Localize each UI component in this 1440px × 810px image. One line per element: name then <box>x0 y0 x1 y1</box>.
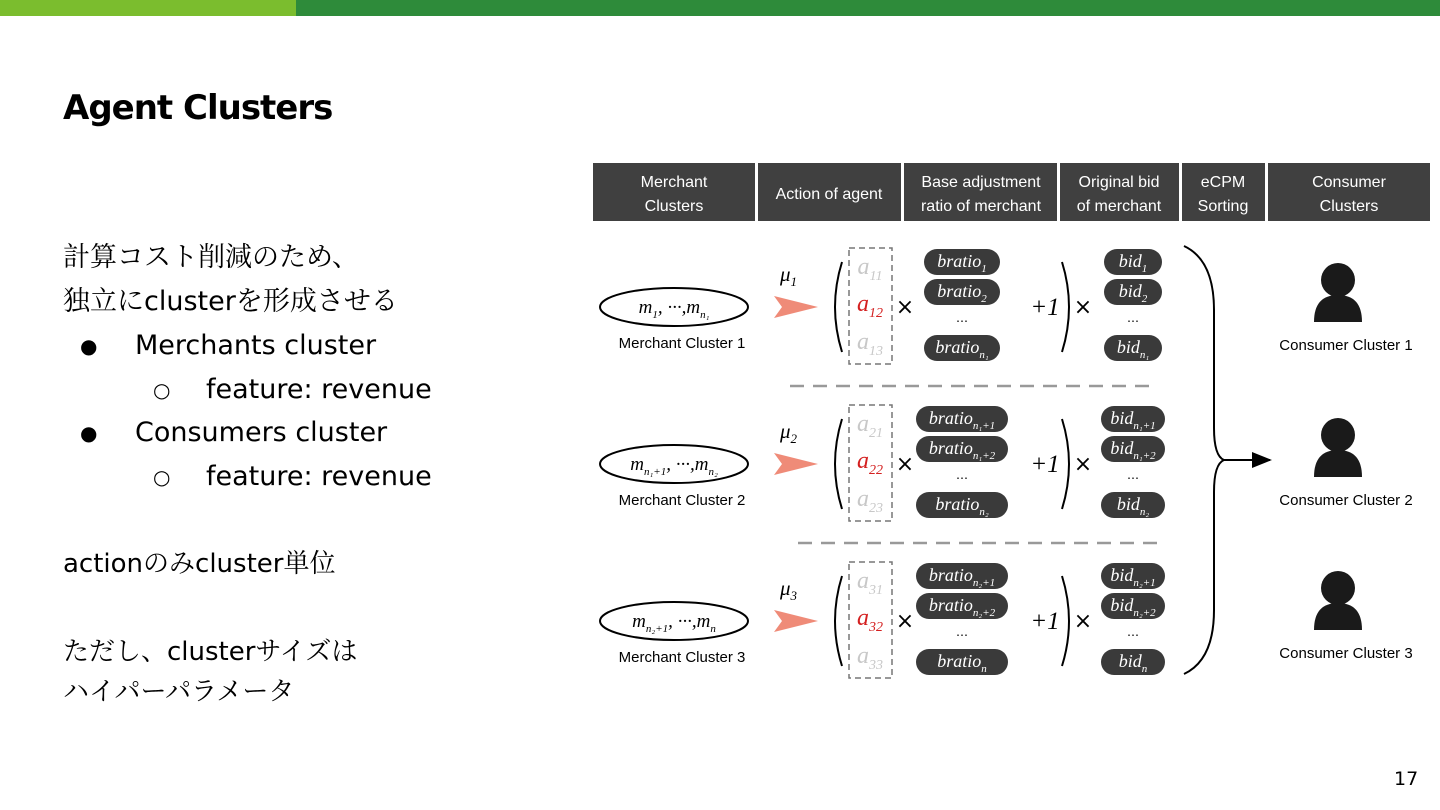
accent-bar-light <box>0 0 296 16</box>
bratio-pill-n-label-sub: n₁ <box>979 349 989 361</box>
bid-pill-n-label-main: bid <box>1116 494 1140 514</box>
mu-symbol <box>779 576 798 603</box>
slide-title: Agent Clusters <box>63 88 333 128</box>
merchant-set-last: m <box>686 297 701 318</box>
merchant-cluster-label: Merchant Cluster 3 <box>618 649 746 666</box>
header-consumer-l1: Consumer <box>1312 174 1386 191</box>
bid-ellipsis: … <box>1127 311 1139 325</box>
plus-one: +1 <box>1030 294 1060 321</box>
bid-pill-n-label-sub: n <box>1141 663 1148 675</box>
header-merchant-l2: Clusters <box>644 198 704 215</box>
action-arrow <box>774 610 818 632</box>
bid-pill-n-label-sub: n₂ <box>1139 506 1150 518</box>
action-value-1-sub: 21 <box>869 426 883 441</box>
action-value-1-main: a <box>857 254 870 280</box>
bratio-ellipsis: … <box>956 311 968 325</box>
merchant-set-ellipsis: , ···, <box>668 611 697 632</box>
action-value-3-main: a <box>857 329 869 355</box>
intro-line-2: 独立にclusterを形成させる <box>63 286 398 317</box>
bratio-pill-n-label-sub: n <box>981 663 987 675</box>
bid-pill-2-label-main: bid <box>1118 281 1142 301</box>
action-arrow <box>774 453 818 475</box>
mu-symbol <box>779 419 798 446</box>
bid-pill-n-label-sub: n₁ <box>1139 349 1150 361</box>
right-paren <box>1062 419 1069 509</box>
merchant-set-last: m <box>694 454 709 475</box>
action-line: actionのみcluster単位 <box>63 549 336 579</box>
merchant-set-ellipsis: , ···, <box>666 454 695 475</box>
bid-pill-n-label-main: bid <box>1116 337 1140 357</box>
sorting-brace <box>1184 246 1224 674</box>
intro-line-1: 計算コスト削減のため、 <box>63 242 359 273</box>
accent-bar-dark <box>296 0 1440 16</box>
bid-ellipsis: … <box>1127 468 1139 482</box>
note-line-1: ただし、clusterサイズは <box>63 637 358 667</box>
bratio-pill-n-label-sub: n₂ <box>979 506 989 518</box>
person-icon-head <box>1321 263 1355 297</box>
header-consumer-l2: Clusters <box>1319 198 1379 215</box>
bid-pill-1-label-sub: n₂+1 <box>1133 577 1156 589</box>
action-value-3-sub: 23 <box>869 501 883 516</box>
bid-pill-2-label-main: bid <box>1110 438 1134 458</box>
action-arrow <box>774 296 818 318</box>
left-paren <box>835 419 842 509</box>
left-paren <box>835 262 842 352</box>
action-value-1 <box>858 254 883 284</box>
clusters-layer <box>600 248 1165 678</box>
left-paren <box>835 576 842 666</box>
bid-ellipsis: … <box>1127 625 1139 639</box>
bid-pill-1-label-main: bid <box>1110 565 1134 585</box>
header-row <box>593 163 1430 221</box>
merchant-set-first: m <box>638 297 653 318</box>
bratio-ellipsis: … <box>956 468 968 482</box>
action-value-1-sub: 11 <box>869 269 883 284</box>
bid-pill-n-label-main: bid <box>1118 651 1142 671</box>
merchant-set-last-sub: n <box>710 623 716 635</box>
merchant-set-ellipsis: , ···, <box>657 297 687 318</box>
action-value-1 <box>857 568 883 598</box>
consumer-cluster-1 <box>1279 263 1412 354</box>
action-value-3-main: a <box>857 643 869 669</box>
merchant-set-first-sub: 1 <box>652 309 658 321</box>
action-value-2-main: a <box>857 291 869 317</box>
bullet-label: Merchants cluster <box>135 330 377 361</box>
mu-symbol-main: μ <box>780 262 791 286</box>
bratio-pill-1-label-sub: n₁+1 <box>972 420 996 432</box>
bratio-ellipsis: … <box>956 625 968 639</box>
note-line-2: ハイパーパラメータ <box>63 677 295 707</box>
action-value-1 <box>857 411 883 441</box>
cluster-row-1 <box>600 248 1162 364</box>
merchant-set-first: m <box>632 611 646 632</box>
action-value-2-sub: 32 <box>869 620 883 635</box>
action-value-2 <box>857 448 883 478</box>
merchant-set-label <box>632 611 716 635</box>
bullet-dot-icon: ● <box>80 421 98 445</box>
bratio-pill-2-label-main: bratio <box>937 281 982 301</box>
person-icon-body <box>1314 603 1362 630</box>
consumer-cluster-label: Consumer Cluster 2 <box>1279 492 1413 509</box>
bratio-pill-n-label-main: bratio <box>935 337 980 357</box>
merchant-set-last-sub: n₂ <box>708 466 718 478</box>
bid-pill-2-label-main: bid <box>1110 595 1134 615</box>
merchant-set-last: m <box>696 611 711 632</box>
merchant-set-label <box>630 454 718 478</box>
times-sign: × <box>1073 295 1093 320</box>
header-bratio-l2: ratio of merchant <box>920 198 1042 215</box>
right-paren <box>1062 262 1069 352</box>
header-bid-l2: of merchant <box>1076 198 1162 215</box>
top-accent-bar <box>0 0 1440 16</box>
action-value-2 <box>857 605 883 635</box>
bratio-pill-1-label-main: bratio <box>928 565 973 585</box>
bratio-pill-n-label-main: bratio <box>937 651 982 671</box>
bratio-pill-1-label-sub: n₂+1 <box>972 577 996 589</box>
header-merchant-l1: Merchant <box>640 174 708 191</box>
merchant-set-first: m <box>630 454 644 475</box>
merchant-set-label <box>639 297 710 321</box>
merchant-cluster-label: Merchant Cluster 2 <box>618 492 746 509</box>
person-icon-head <box>1321 571 1355 605</box>
action-value-2-sub: 12 <box>869 306 883 321</box>
mu-symbol-sub: 1 <box>790 274 798 289</box>
mu-symbol-main: μ <box>780 419 791 443</box>
agent-cluster-diagram <box>590 160 1432 685</box>
bid-pill-1-label-main: bid <box>1118 251 1142 271</box>
cluster-row-2 <box>600 405 1165 521</box>
mu-symbol-main: μ <box>780 576 791 600</box>
merchant-set-first-sub: n₂+1 <box>645 623 669 635</box>
bid-pill-2-label-sub: 2 <box>1141 293 1148 305</box>
bid-pill-2-label-sub: n₂+2 <box>1133 607 1156 619</box>
action-value-2-sub: 22 <box>869 463 883 478</box>
action-value-1-sub: 31 <box>869 583 883 598</box>
mu-symbol-sub: 3 <box>790 588 798 603</box>
bid-pill-1-label-sub: 1 <box>1141 263 1148 275</box>
bullet-circle-icon: ○ <box>153 465 171 489</box>
action-value-2 <box>857 291 883 321</box>
sub-bullet-label: feature: revenue <box>206 374 432 405</box>
sub-bullet-label: feature: revenue <box>206 461 432 492</box>
bratio-pill-2-label-sub: 2 <box>981 293 987 305</box>
right-paren <box>1062 576 1069 666</box>
action-value-1-main: a <box>857 411 869 437</box>
bid-pill-2-label-sub: n₁+2 <box>1133 450 1156 462</box>
bratio-pill-1-label-main: bratio <box>937 251 982 271</box>
bratio-pill-1-label-sub: 1 <box>981 263 987 275</box>
times-sign: × <box>895 295 915 320</box>
times-sign: × <box>895 609 915 634</box>
consumer-cluster-label: Consumer Cluster 1 <box>1279 337 1413 354</box>
page-number: 17 <box>1394 768 1419 790</box>
bullet-label: Consumers cluster <box>135 417 388 448</box>
bratio-pill-2-label-sub: n₁+2 <box>972 450 996 462</box>
times-sign: × <box>1073 609 1093 634</box>
times-sign: × <box>1073 452 1093 477</box>
person-icon-body <box>1314 295 1362 322</box>
consumer-cluster-label: Consumer Cluster 3 <box>1279 645 1413 662</box>
person-icon-body <box>1314 450 1362 477</box>
mu-symbol-sub: 2 <box>790 431 798 446</box>
header-bid-l1: Original bid <box>1078 174 1160 191</box>
bid-pill-1-label-sub: n₁+1 <box>1133 420 1156 432</box>
header-bratio-l1: Base adjustment <box>921 174 1041 191</box>
bratio-pill-2-label-main: bratio <box>928 438 973 458</box>
action-value-3-main: a <box>857 486 869 512</box>
header-ecpm-l2: Sorting <box>1197 198 1249 215</box>
cluster-row-3 <box>600 562 1165 678</box>
action-value-3 <box>857 329 883 359</box>
merchant-cluster-label: Merchant Cluster 1 <box>618 335 746 352</box>
action-value-3 <box>857 486 883 516</box>
consumers-layer <box>1279 263 1412 662</box>
bullet-circle-icon: ○ <box>153 378 171 402</box>
merchant-set-first-sub: n₁+1 <box>643 466 667 478</box>
bratio-pill-2-label-sub: n₂+2 <box>972 607 996 619</box>
action-value-3 <box>857 643 883 673</box>
consumer-cluster-3 <box>1279 571 1412 662</box>
consumer-cluster-2 <box>1279 418 1412 509</box>
times-sign: × <box>895 452 915 477</box>
action-value-3-sub: 13 <box>869 344 883 359</box>
merchant-set-last-sub: n₁ <box>700 309 710 321</box>
bullet-dot-icon: ● <box>80 334 98 358</box>
person-icon-head <box>1321 418 1355 452</box>
action-value-1-main: a <box>857 568 869 594</box>
action-value-2-main: a <box>857 605 869 631</box>
bratio-pill-n-label-main: bratio <box>935 494 980 514</box>
header-action: Action of agent <box>775 186 883 203</box>
bratio-pill-2-label-main: bratio <box>928 595 973 615</box>
bratio-pill-1-label-main: bratio <box>928 408 973 428</box>
header-ecpm-l1: eCPM <box>1200 174 1246 191</box>
plus-one: +1 <box>1030 451 1060 478</box>
plus-one: +1 <box>1030 608 1060 635</box>
mu-symbol <box>779 262 797 289</box>
action-value-2-main: a <box>857 448 869 474</box>
bid-pill-1-label-main: bid <box>1110 408 1134 428</box>
action-value-3-sub: 33 <box>869 658 883 673</box>
